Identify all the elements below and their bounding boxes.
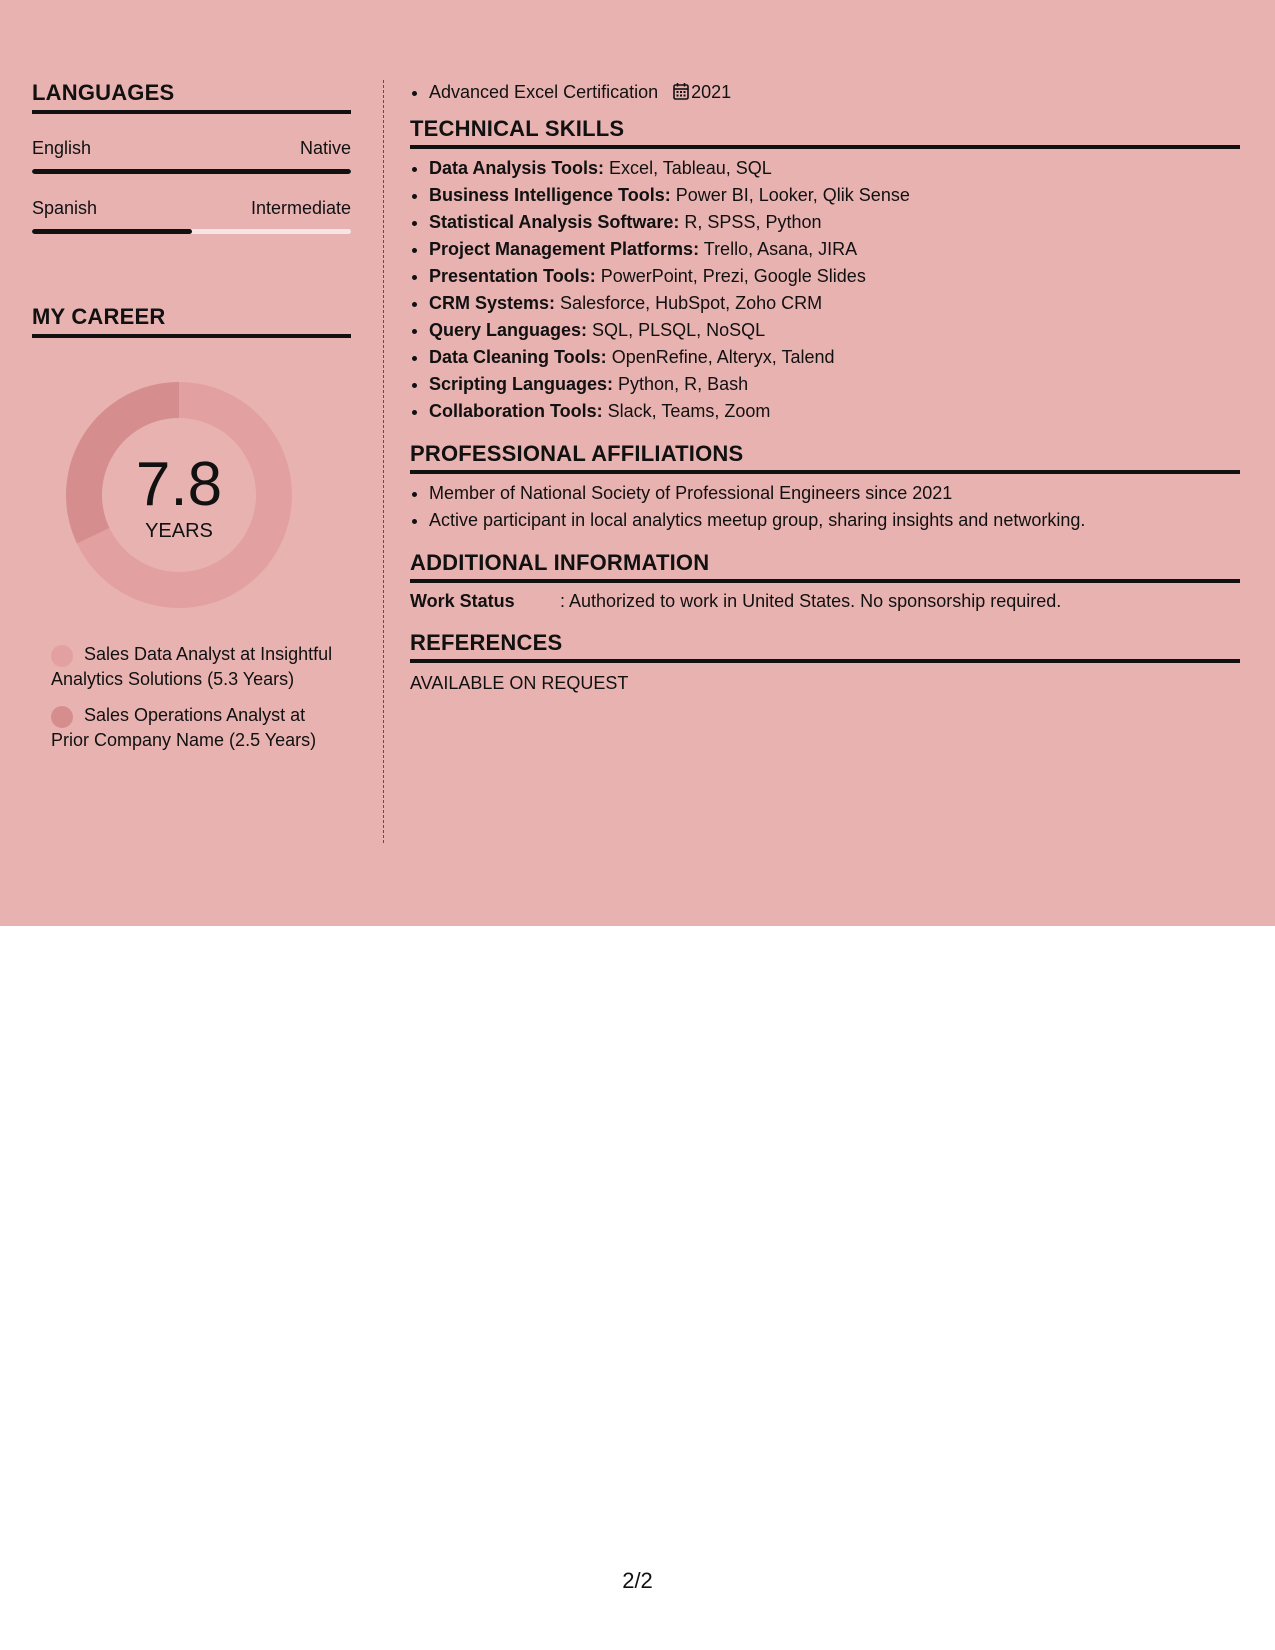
affiliation-item: • Member of National Society of Professional Engineers since 2021 <box>429 480 1240 507</box>
career-legend <box>51 642 341 753</box>
references-text: AVAILABLE ON REQUEST <box>410 673 629 693</box>
certification-item <box>429 78 1240 108</box>
career-heading: MY CAREER <box>32 304 351 338</box>
skill-value: Python, R, Bash <box>613 374 749 394</box>
skill-label: Collaboration Tools: <box>429 401 603 421</box>
career-legend-label: Sales Operations Analyst at Prior Company Name (2.5 Years) <box>51 705 317 750</box>
skill-label: CRM Systems: <box>429 293 556 313</box>
skill-item <box>429 209 1240 236</box>
career-donut-center <box>66 382 292 608</box>
work-status-value: : Authorized to work in United States. No sponsorship required. <box>560 591 1062 611</box>
certification-name: Advanced Excel Certification <box>429 82 659 102</box>
language-proficiency-fill <box>32 229 192 234</box>
skill-item <box>429 236 1240 263</box>
column-divider <box>383 80 384 843</box>
language-proficiency-bar <box>32 169 351 174</box>
skill-item <box>429 155 1240 182</box>
main-content <box>410 78 1240 694</box>
work-status-row <box>410 591 1240 612</box>
page-number: 2/2 <box>622 1568 653 1593</box>
additional-info-section <box>410 550 1240 612</box>
skill-label: Data Analysis Tools: <box>429 158 605 178</box>
skill-value: OpenRefine, Alteryx, Talend <box>606 347 835 367</box>
references-heading: REFERENCES <box>410 630 1240 663</box>
languages-heading: LANGUAGES <box>32 80 351 114</box>
skill-item <box>429 263 1240 290</box>
skill-value: Power BI, Looker, Qlik Sense <box>670 185 910 205</box>
skill-value: PowerPoint, Prezi, Google Slides <box>595 266 866 286</box>
language-level: Intermediate <box>250 198 351 218</box>
technical-skills-heading: TECHNICAL SKILLS <box>410 116 1240 149</box>
skill-label: Presentation Tools: <box>429 266 596 286</box>
career-legend-item <box>51 703 341 753</box>
affiliations-section <box>410 441 1240 534</box>
career-total-years: 7.8 <box>135 449 223 519</box>
skill-value: Slack, Teams, Zoom <box>602 401 771 421</box>
calendar-icon <box>673 80 689 108</box>
skill-item <box>429 371 1240 398</box>
language-level: Native <box>299 138 351 158</box>
technical-skills-section <box>410 116 1240 425</box>
skill-label: Scripting Languages: <box>429 374 614 394</box>
work-status-label: Work Status <box>410 591 515 611</box>
sidebar <box>32 80 351 764</box>
additional-info-heading: ADDITIONAL INFORMATION <box>410 550 1240 583</box>
references-section <box>410 630 1240 694</box>
career-legend-item <box>51 642 341 692</box>
affiliations-list <box>410 480 1240 534</box>
career-years-unit: YEARS <box>145 519 213 542</box>
skill-label: Business Intelligence Tools: <box>429 185 671 205</box>
skill-value: Trello, Asana, JIRA <box>699 239 858 259</box>
language-proficiency-bar <box>32 229 351 234</box>
skill-label: Statistical Analysis Software: <box>429 212 680 232</box>
skill-value: R, SPSS, Python <box>679 212 822 232</box>
affiliation-item: • Active participant in local analytics meetup group, sharing insights and networking. <box>429 507 1240 534</box>
technical-skills-list <box>410 155 1240 425</box>
certification-list <box>410 78 1240 108</box>
language-name: English <box>32 138 92 158</box>
skill-item <box>429 182 1240 209</box>
skill-item <box>429 290 1240 317</box>
skill-value: Salesforce, HubSpot, Zoho CRM <box>555 293 823 313</box>
skill-label: Query Languages: <box>429 320 588 340</box>
skill-value: Excel, Tableau, SQL <box>604 158 772 178</box>
skill-item <box>429 344 1240 371</box>
language-name: Spanish <box>32 198 98 218</box>
career-legend-dot <box>51 706 73 728</box>
skill-label: Data Cleaning Tools: <box>429 347 607 367</box>
language-proficiency-fill <box>32 169 351 174</box>
career-legend-label: Sales Data Analyst at Insightful Analytics Solutions (5.3 Years) <box>51 644 333 689</box>
career-legend-dot <box>51 645 73 667</box>
skill-item <box>429 398 1240 425</box>
language-item-spanish <box>32 198 351 234</box>
affiliations-heading: PROFESSIONAL AFFILIATIONS <box>410 441 1240 474</box>
skill-label: Project Management Platforms: <box>429 239 700 259</box>
language-item-english <box>32 138 351 174</box>
certification-year: 2021 <box>691 82 732 102</box>
career-donut-chart <box>66 382 292 608</box>
skill-item <box>429 317 1240 344</box>
skill-value: SQL, PLSQL, NoSQL <box>587 320 766 340</box>
